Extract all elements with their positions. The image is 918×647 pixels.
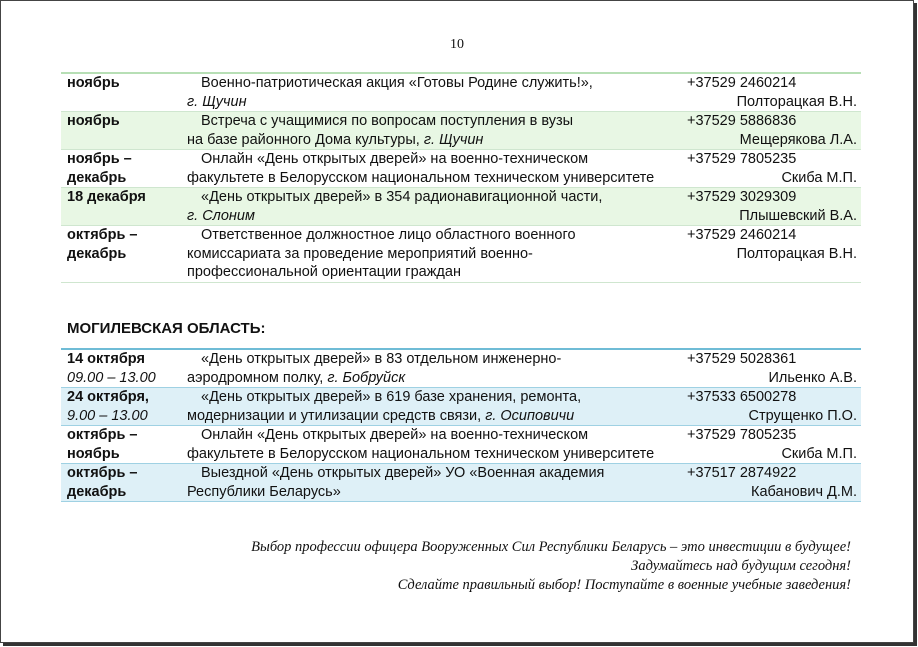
closing-appeal	[251, 538, 851, 595]
date-text: ноябрь	[67, 113, 120, 129]
event-place: г. Осиповичи	[485, 407, 575, 424]
table-row	[61, 74, 861, 112]
table-row	[61, 150, 861, 188]
table-row	[61, 188, 861, 226]
event-date	[61, 150, 187, 187]
event-date	[61, 464, 187, 501]
event-text-cont: факультете в Белорусском национальном техническом университете	[187, 445, 655, 462]
event-text-line: Военно-патриотическая акция «Готовы Родине служить!»,	[201, 75, 593, 91]
event-text-line: Онлайн «День открытых дверей» на военно-техническом	[201, 151, 589, 167]
event-place: г. Слоним	[187, 207, 255, 224]
date-text: 24 октября,	[67, 389, 149, 405]
event-description	[187, 464, 665, 501]
event-description	[187, 226, 665, 282]
contact-phone: +37529 7805235	[687, 427, 797, 443]
events-table-grodno	[61, 72, 861, 283]
event-contact	[665, 150, 861, 187]
event-text-cont: модернизации и утилизации средств связи,	[187, 407, 482, 424]
event-contact	[665, 464, 861, 501]
event-contact	[665, 350, 861, 387]
contact-phone: +37529 7805235	[687, 151, 797, 167]
section-title-mogilev: МОГИЛЕВСКАЯ ОБЛАСТЬ:	[67, 320, 266, 337]
contact-person: Полторацкая В.Н.	[736, 245, 857, 262]
event-place: г. Бобруйск	[327, 369, 406, 386]
contact-phone: +37529 2460214	[687, 75, 797, 91]
event-date	[61, 226, 187, 282]
date-text: 14 октября	[67, 351, 145, 367]
event-place: г. Щучин	[423, 131, 484, 148]
event-date	[61, 188, 187, 225]
page-number: 10	[450, 37, 464, 52]
contact-phone: +37529 5886836	[687, 113, 797, 129]
contact-person: Скиба М.П.	[781, 169, 857, 186]
event-text-cont: аэродромном полку,	[187, 369, 324, 386]
event-contact	[665, 388, 861, 425]
event-time: 09.00 – 13.00	[67, 369, 156, 386]
contact-person: Скиба М.П.	[781, 445, 857, 462]
event-text-line: «День открытых дверей» в 354 радионавигационной части,	[201, 189, 603, 205]
event-date	[61, 350, 187, 387]
contact-person: Струщенко П.О.	[748, 407, 857, 424]
table-row	[61, 388, 861, 426]
event-description	[187, 388, 665, 425]
contact-phone: +37517 2874922	[687, 465, 797, 481]
table-row	[61, 464, 861, 502]
event-time: 9.00 – 13.00	[67, 407, 148, 424]
event-text-line: Онлайн «День открытых дверей» на военно-техническом	[201, 427, 589, 443]
event-description	[187, 426, 665, 463]
appeal-line: Сделайте правильный выбор! Поступайте в военные учебные заведения!	[397, 577, 851, 593]
event-date	[61, 388, 187, 425]
event-contact	[665, 226, 861, 282]
date-text: 18 декабря	[67, 189, 146, 205]
event-contact	[665, 426, 861, 463]
event-contact	[665, 112, 861, 149]
contact-person: Кабанович Д.М.	[751, 483, 857, 500]
date-text: ноябрь	[67, 75, 120, 91]
event-description	[187, 74, 665, 111]
event-description	[187, 112, 665, 149]
contact-person: Плышевский В.А.	[739, 207, 857, 224]
event-description	[187, 150, 665, 187]
event-text-cont: Республики Беларусь»	[187, 483, 341, 500]
table-row	[61, 426, 861, 464]
event-place: г. Щучин	[187, 93, 247, 110]
events-table-mogilev	[61, 348, 861, 502]
date-text: октябрь – декабрь	[67, 227, 138, 262]
date-text: ноябрь – декабрь	[67, 151, 132, 186]
event-text-line: Встреча с учащимися по вопросам поступления в вузы	[201, 113, 574, 129]
date-text: октябрь – декабрь	[67, 465, 138, 500]
contact-person: Полторацкая В.Н.	[736, 93, 857, 110]
event-text-line: «День открытых дверей» в 619 базе хранения, ремонта,	[201, 389, 582, 405]
event-description	[187, 188, 665, 225]
table-row	[61, 350, 861, 388]
contact-phone: +37529 2460214	[687, 227, 797, 243]
appeal-line: Выбор профессии офицера Вооруженных Сил Республики Беларусь – это инвестиции в будущее!	[251, 539, 851, 555]
event-contact	[665, 188, 861, 225]
appeal-line: Задумайтесь над будущим сегодня!	[631, 558, 851, 574]
contact-person: Ильенко А.В.	[768, 369, 857, 386]
event-description	[187, 350, 665, 387]
contact-person: Мещерякова Л.А.	[739, 131, 857, 148]
event-date	[61, 426, 187, 463]
event-text-cont: комиссариата за проведение мероприятий военно-профессиональной ориентации граждан	[187, 245, 533, 280]
table-row	[61, 112, 861, 150]
event-contact	[665, 74, 861, 111]
event-text-cont: на базе районного Дома культуры,	[187, 131, 420, 148]
event-date	[61, 112, 187, 149]
contact-phone: +37533 6500278	[687, 389, 797, 405]
contact-phone: +37529 3029309	[687, 189, 797, 205]
table-row	[61, 226, 861, 283]
event-text-line: Выездной «День открытых дверей» УО «Военная академия	[201, 465, 605, 481]
contact-phone: +37529 5028361	[687, 351, 797, 367]
event-text-cont: факультете в Белорусском национальном техническом университете	[187, 169, 655, 186]
event-text-line: Ответственное должностное лицо областного военного	[201, 227, 576, 243]
event-text-line: «День открытых дверей» в 83 отдельном инженерно-	[201, 351, 562, 367]
event-date	[61, 74, 187, 111]
date-text: октябрь – ноябрь	[67, 427, 138, 462]
